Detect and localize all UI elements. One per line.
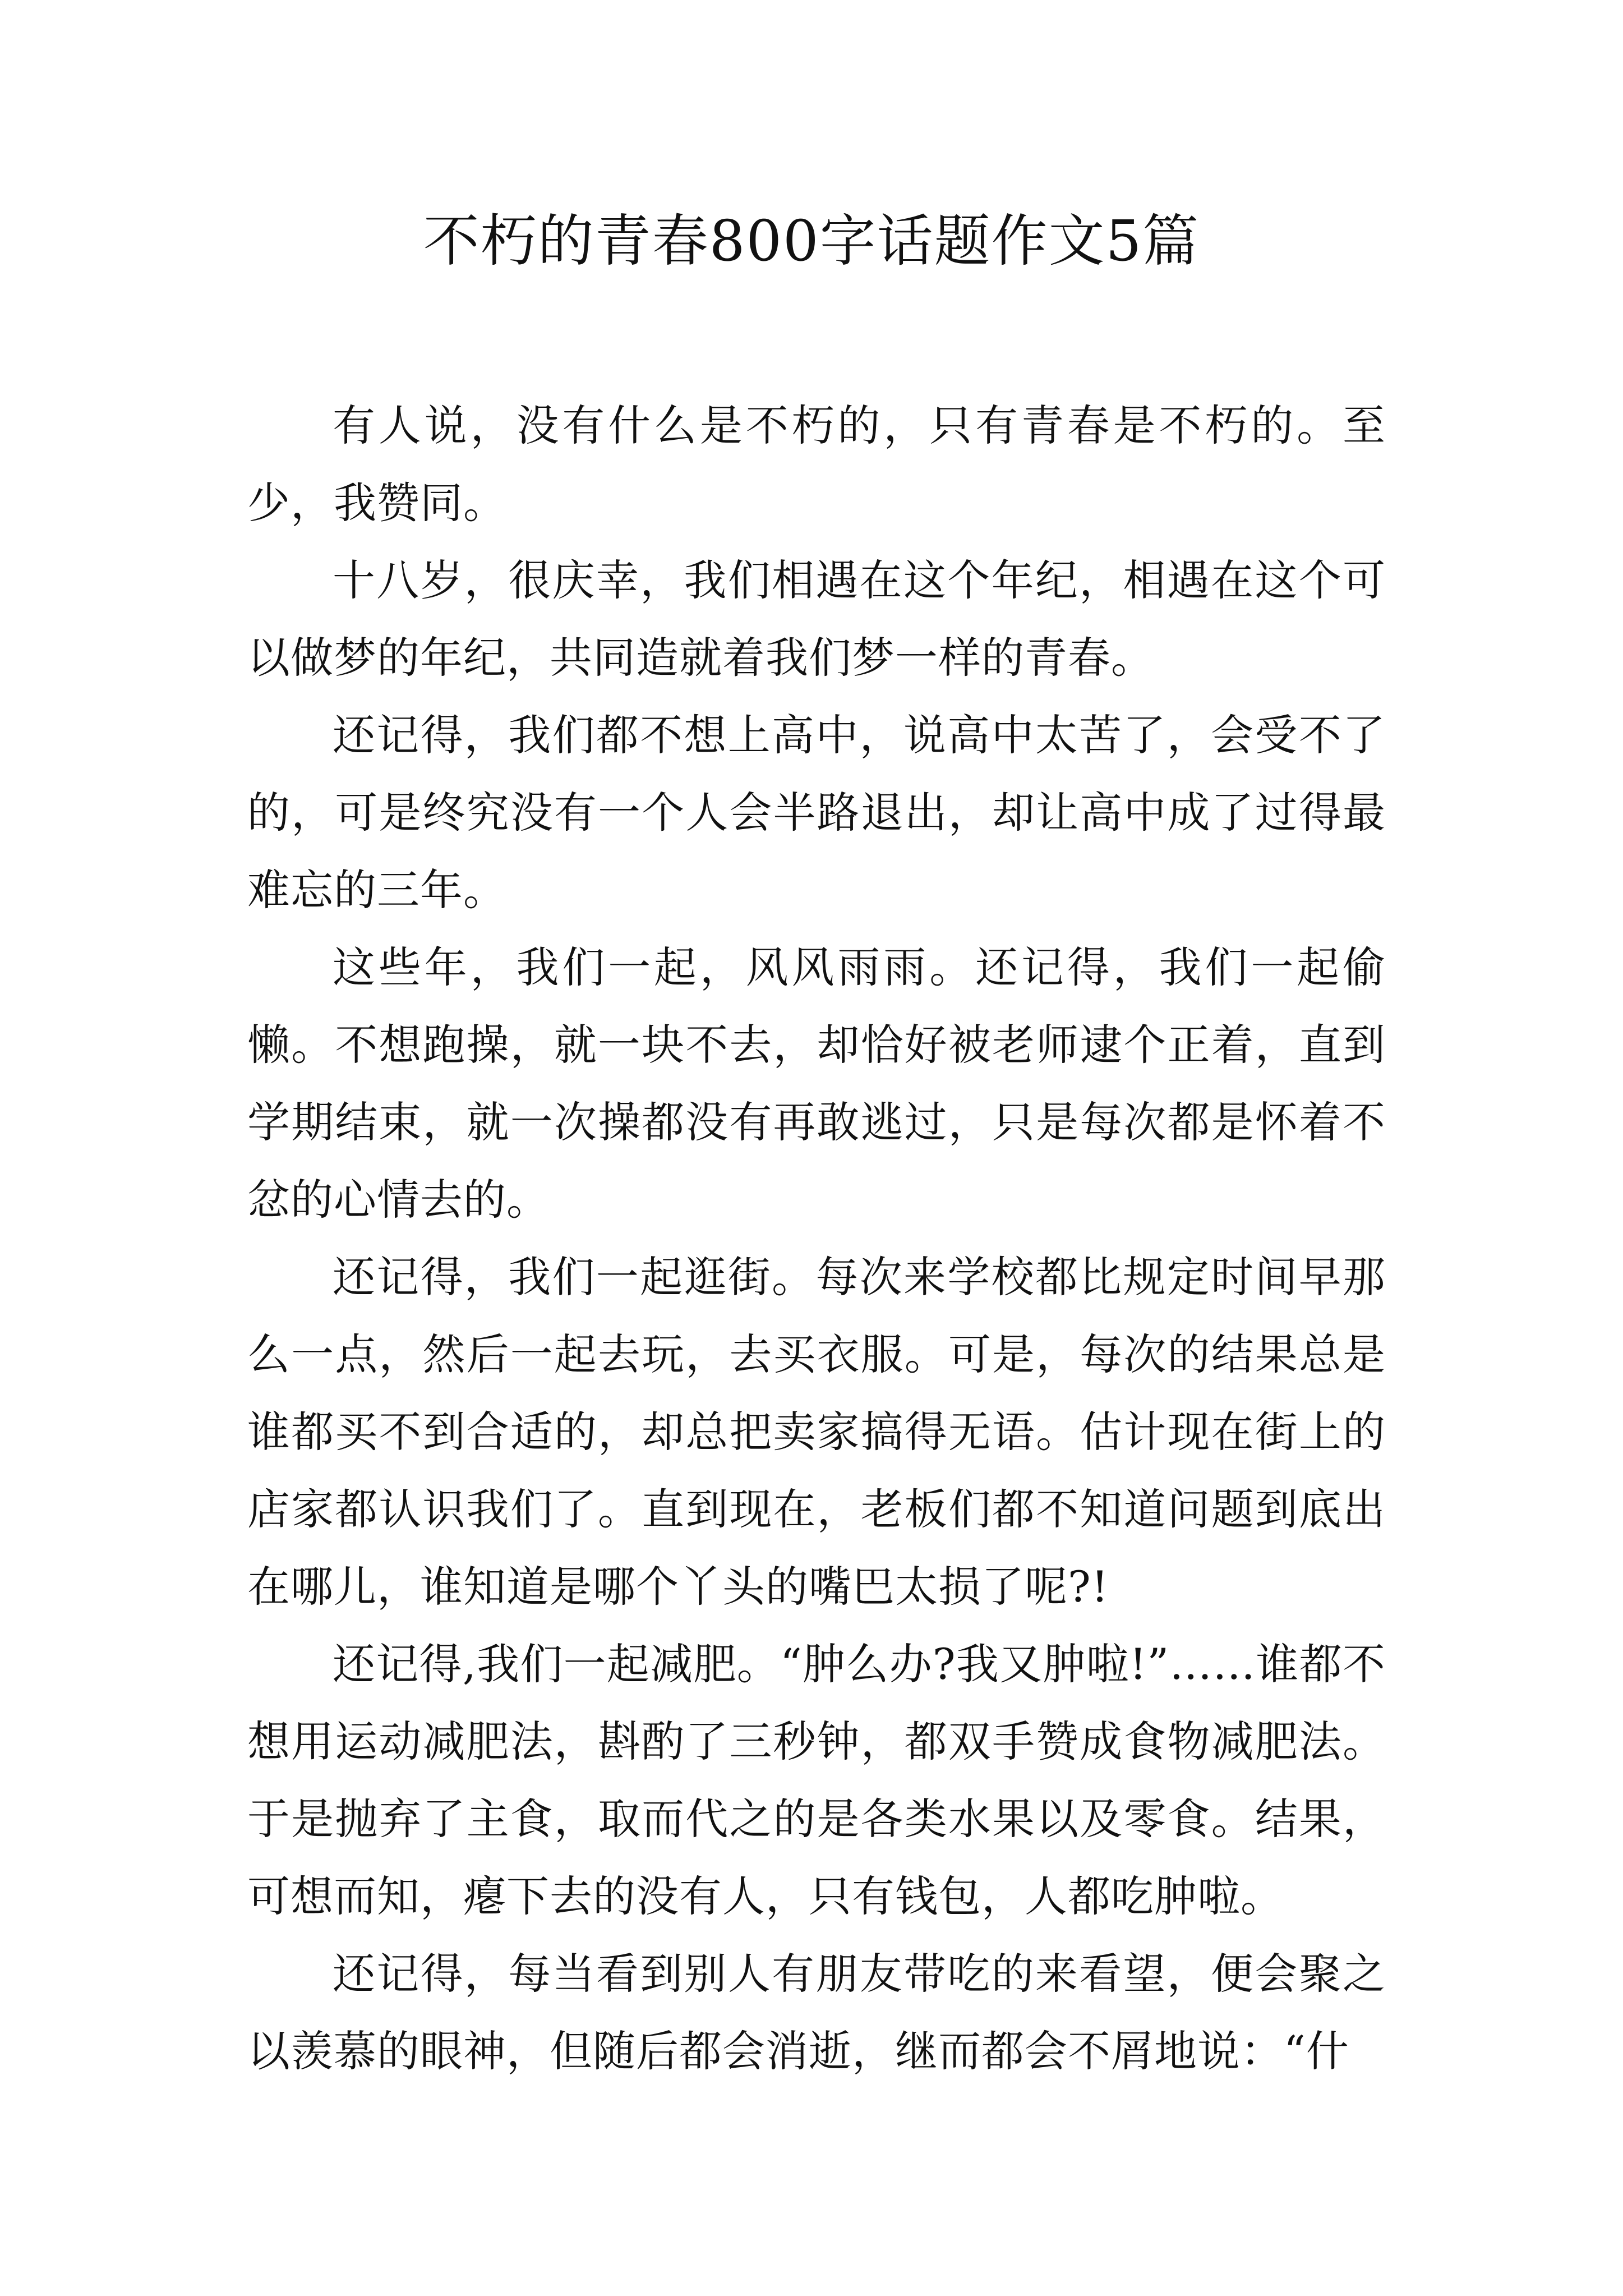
- paragraph: 还记得，每当看到别人有朋友带吃的来看望，便会聚之以羡慕的眼神，但随后都会消逝，继而都会不屑地说：“什: [247, 1949, 1386, 2076]
- document-title: 不朽的青春800字话题作文5篇: [423, 208, 1200, 274]
- paragraph: 还记得,我们一起减肥。“肿么办?我又肿啦!”……谁都不想用运动减肥法，斟酌了三秒钟，都双手赞成食物减肥法。于是抛弃了主食，取而代之的是各类水果以及零食。结果，可想而知，瘪下去的没有人，只有钱包，人都吃肿啦。: [247, 1639, 1386, 1921]
- paragraph: 有人说，没有什么是不朽的，只有青春是不朽的。至少，我赞同。: [247, 401, 1386, 528]
- paragraph: 这些年，我们一起，风风雨雨。还记得，我们一起偷懒。不想跑操，就一块不去，却恰好被老师逮个正着，直到学期结束，就一次操都没有再敢逃过，只是每次都是怀着不忿的心情去的。: [247, 942, 1386, 1225]
- paragraph: 还记得，我们都不想上高中，说高中太苦了，会受不了的，可是终究没有一个人会半路退出，却让高中成了过得最难忘的三年。: [247, 710, 1386, 915]
- paragraph: 十八岁，很庆幸，我们相遇在这个年纪，相遇在这个可以做梦的年纪，共同造就着我们梦一样的青春。: [247, 555, 1386, 683]
- document-body: [247, 387, 1386, 2090]
- paragraph: 还记得，我们一起逛街。每次来学校都比规定时间早那么一点，然后一起去玩，去买衣服。可是，每次的结果总是谁都买不到合适的，却总把卖家搞得无语。估计现在街上的店家都认识我们了。直到现在，老板们都不知道问题到底出在哪儿，谁知道是哪个丫头的嘴巴太损了呢?!: [247, 1252, 1386, 1612]
